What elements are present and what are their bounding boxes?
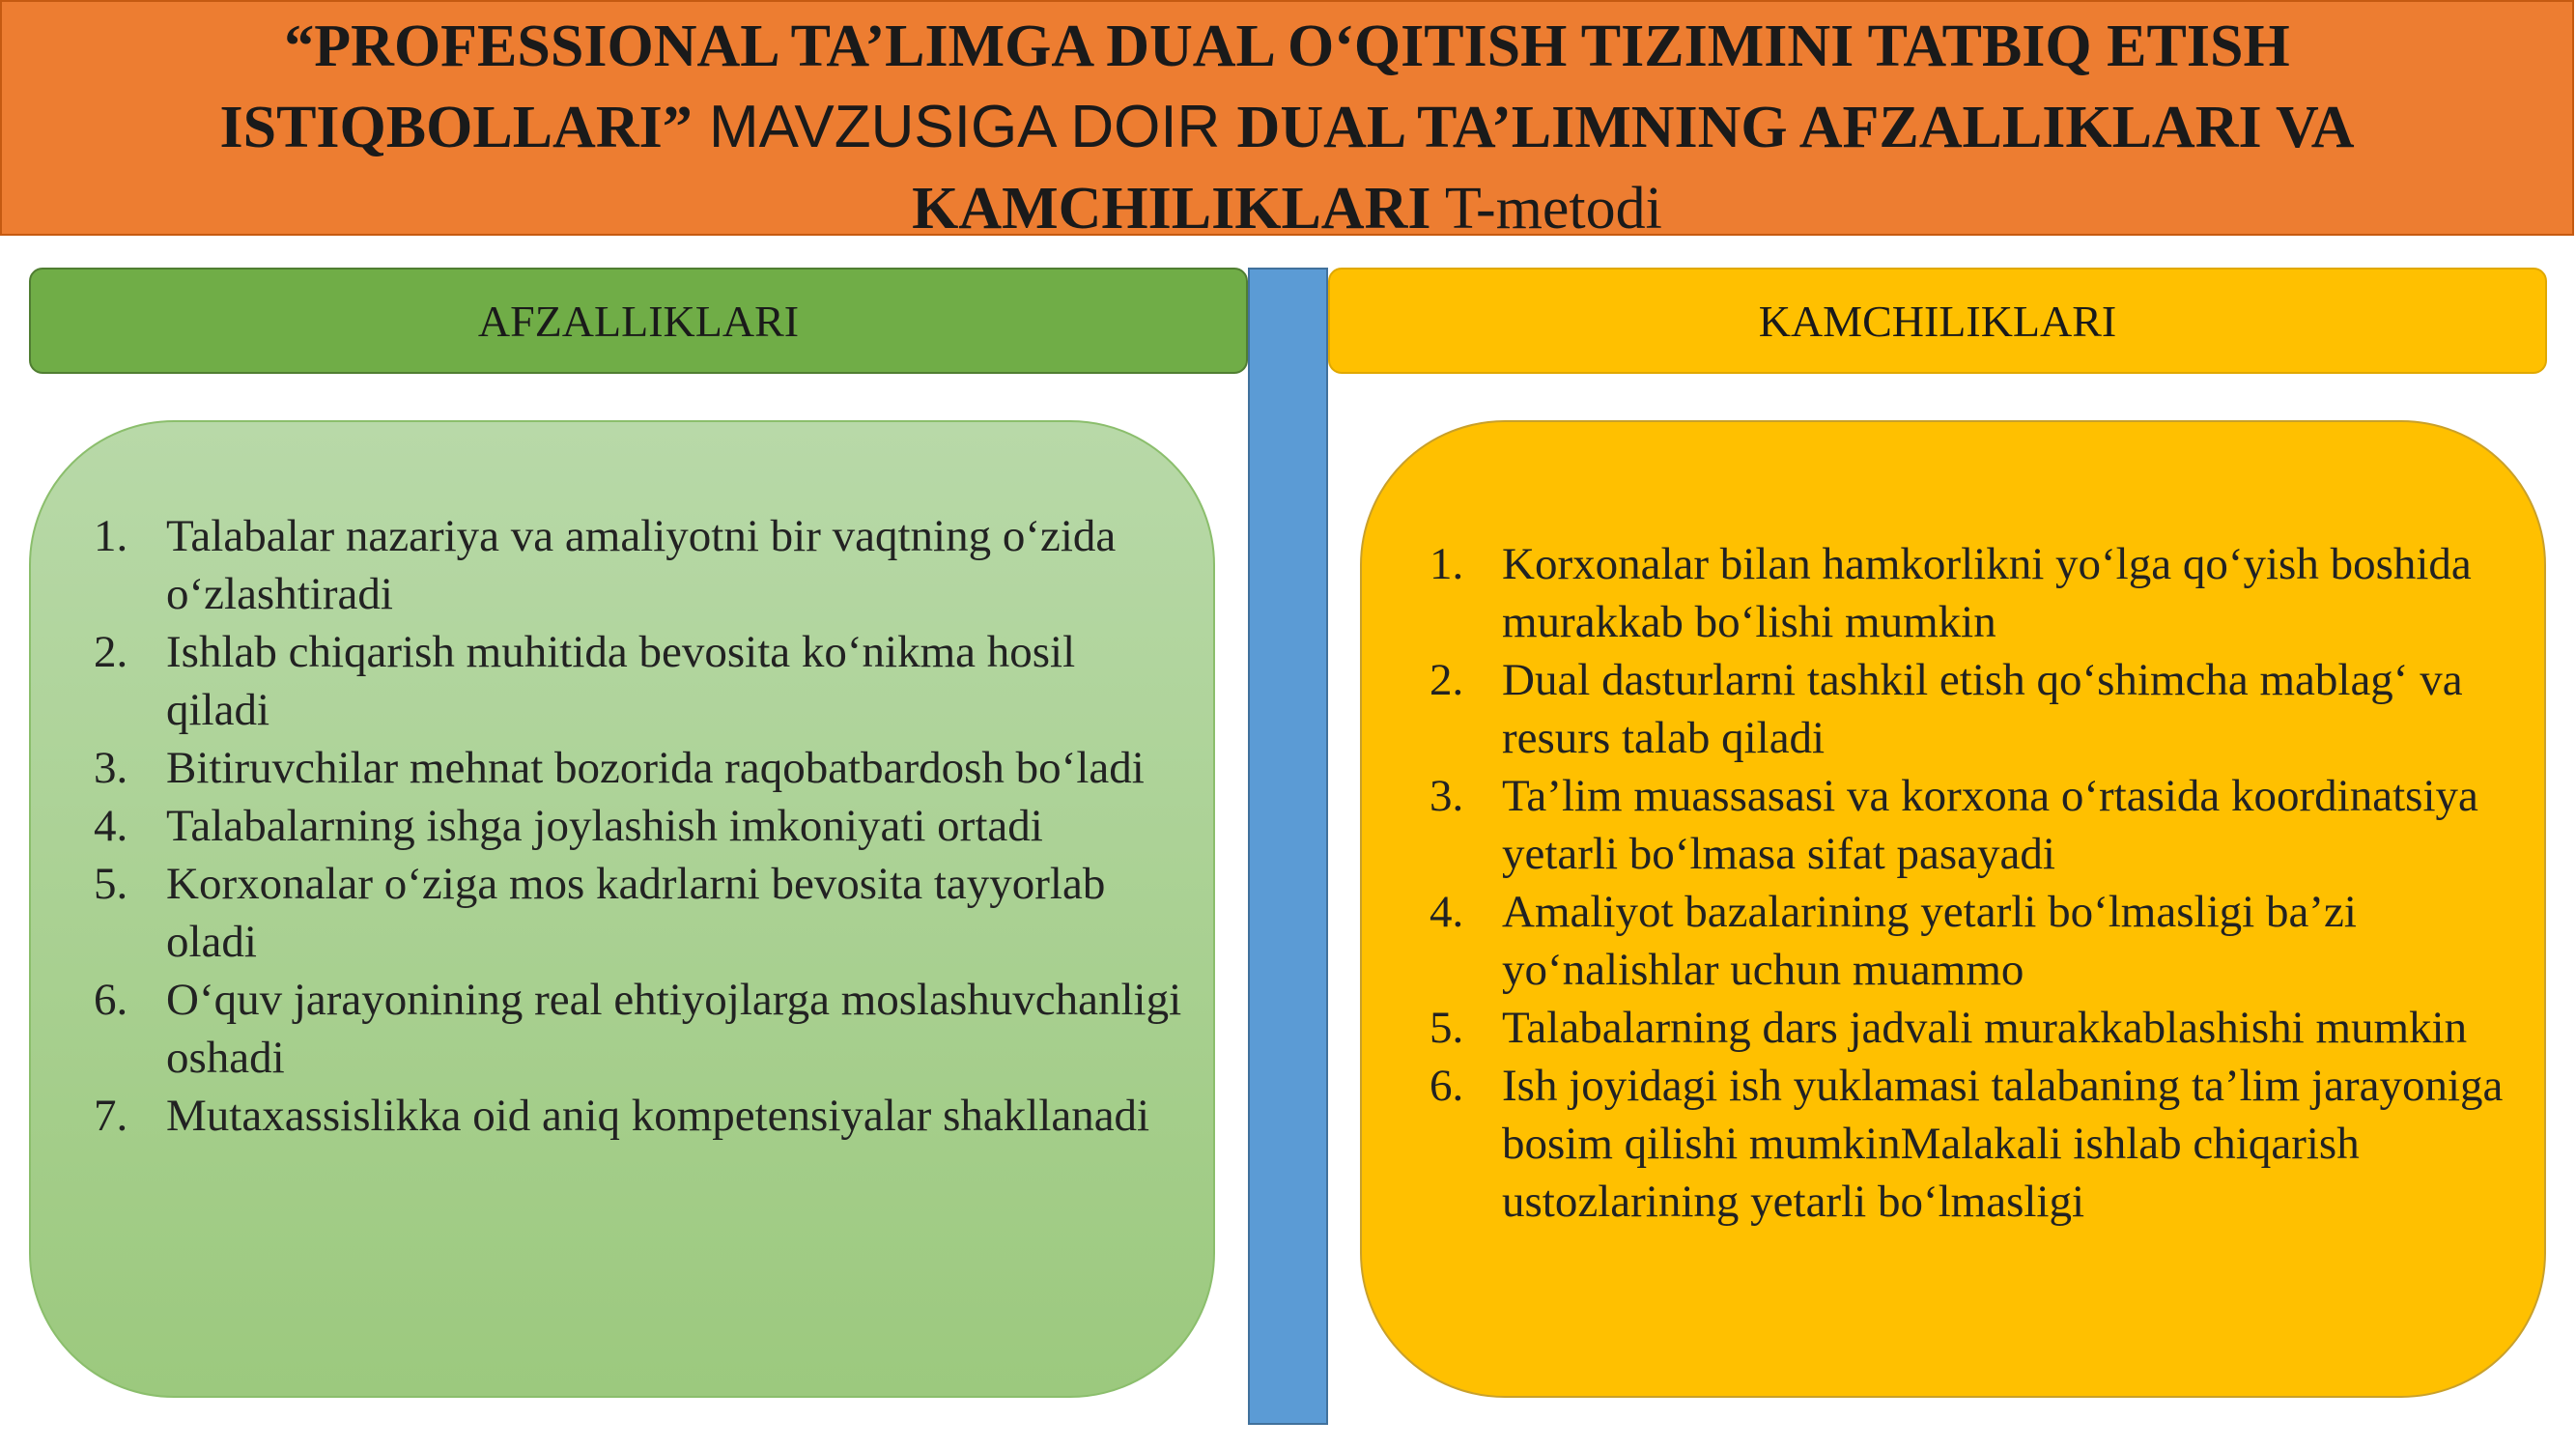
item-number: 5. <box>1430 1003 1464 1053</box>
advantages-list <box>94 507 1185 1145</box>
item-text: Amaliyot bazalarining yetarli bo‘lmasligi ba’zi yo‘nalishlar uchun muammo <box>1502 887 2357 995</box>
item-number: 2. <box>94 627 128 677</box>
list-item <box>1430 883 2511 999</box>
item-text: Ta’lim muassasasi va korxona o‘rtasida koordinatsiya yetarli bo‘lmasa sifat pasayadi <box>1502 771 2478 879</box>
list-item <box>1430 767 2511 883</box>
disadvantages-panel <box>1360 420 2546 1398</box>
title-part-2: ISTIQBOLLARI” <box>219 95 693 160</box>
list-item <box>94 739 1185 797</box>
title-part-4: DUAL TA’LIMNING AFZALLIKLARI VA <box>1236 95 2355 160</box>
list-item <box>1430 535 2511 651</box>
list-item <box>1430 999 2511 1057</box>
title-part-6: T-metodi <box>1430 176 1662 242</box>
list-item <box>94 1087 1185 1145</box>
disadvantages-list <box>1430 535 2511 1231</box>
item-text: Talabalarning ishga joylashish imkoniyati ortadi <box>166 801 1043 851</box>
disadvantages-header: KAMCHILIKLARI <box>1328 268 2547 374</box>
item-text: Korxonalar bilan hamkorlikni yo‘lga qo‘yish boshida murakkab bo‘lishi mumkin <box>1502 539 2472 647</box>
item-number: 6. <box>1430 1061 1464 1111</box>
item-number: 4. <box>94 801 128 851</box>
item-number: 1. <box>94 511 128 561</box>
list-item <box>1430 651 2511 767</box>
list-item <box>94 797 1185 855</box>
item-number: 4. <box>1430 887 1464 937</box>
list-item <box>94 623 1185 739</box>
item-number: 2. <box>1430 655 1464 705</box>
advantages-panel <box>29 420 1215 1398</box>
item-text: Talabalar nazariya va amaliyotni bir vaqtning o‘zida o‘zlashtiradi <box>166 511 1117 619</box>
item-text: Mutaxassislikka oid aniq kompetensiyalar shakllanadi <box>166 1091 1150 1141</box>
item-text: Korxonalar o‘ziga mos kadrlarni bevosita tayyorlab oladi <box>166 859 1106 967</box>
item-text: Dual dasturlarni tashkil etish qo‘shimcha mablag‘ va resurs talab qiladi <box>1502 655 2463 763</box>
advantages-header: AFZALLIKLARI <box>29 268 1248 374</box>
item-number: 7. <box>94 1091 128 1141</box>
item-text: Bitiruvchilar mehnat bozorida raqobatbardosh bo‘ladi <box>166 743 1145 793</box>
item-number: 6. <box>94 975 128 1025</box>
title-part-1: “PROFESSIONAL TA’LIMGA DUAL O‘QITISH TIZIMINI TATBIQ ETISH <box>284 14 2290 79</box>
list-item <box>94 855 1185 971</box>
t-divider-bar <box>1248 268 1328 1425</box>
item-text: Ish joyidagi ish yuklamasi talabaning ta’lim jarayoniga bosim qilishi mumkinMalakali ishlab chiqarish ustozlarining yetarli bo‘lmasligi <box>1502 1061 2504 1227</box>
title-banner <box>0 0 2574 242</box>
item-number: 3. <box>1430 771 1464 821</box>
list-item <box>94 507 1185 623</box>
title-part-3: MAVZUSIGA DOIR <box>692 94 1237 160</box>
item-number: 1. <box>1430 539 1464 589</box>
item-number: 5. <box>94 859 128 909</box>
list-item <box>1430 1057 2511 1231</box>
item-number: 3. <box>94 743 128 793</box>
item-text: Talabalarning dars jadvali murakkablashishi mumkin <box>1502 1003 2468 1053</box>
item-text: O‘quv jarayonining real ehtiyojlarga moslashuvchanligi oshadi <box>166 975 1182 1083</box>
title-part-5: KAMCHILIKLARI <box>912 176 1431 242</box>
item-text: Ishlab chiqarish muhitida bevosita ko‘nikma hosil qiladi <box>166 627 1076 735</box>
list-item <box>94 971 1185 1087</box>
